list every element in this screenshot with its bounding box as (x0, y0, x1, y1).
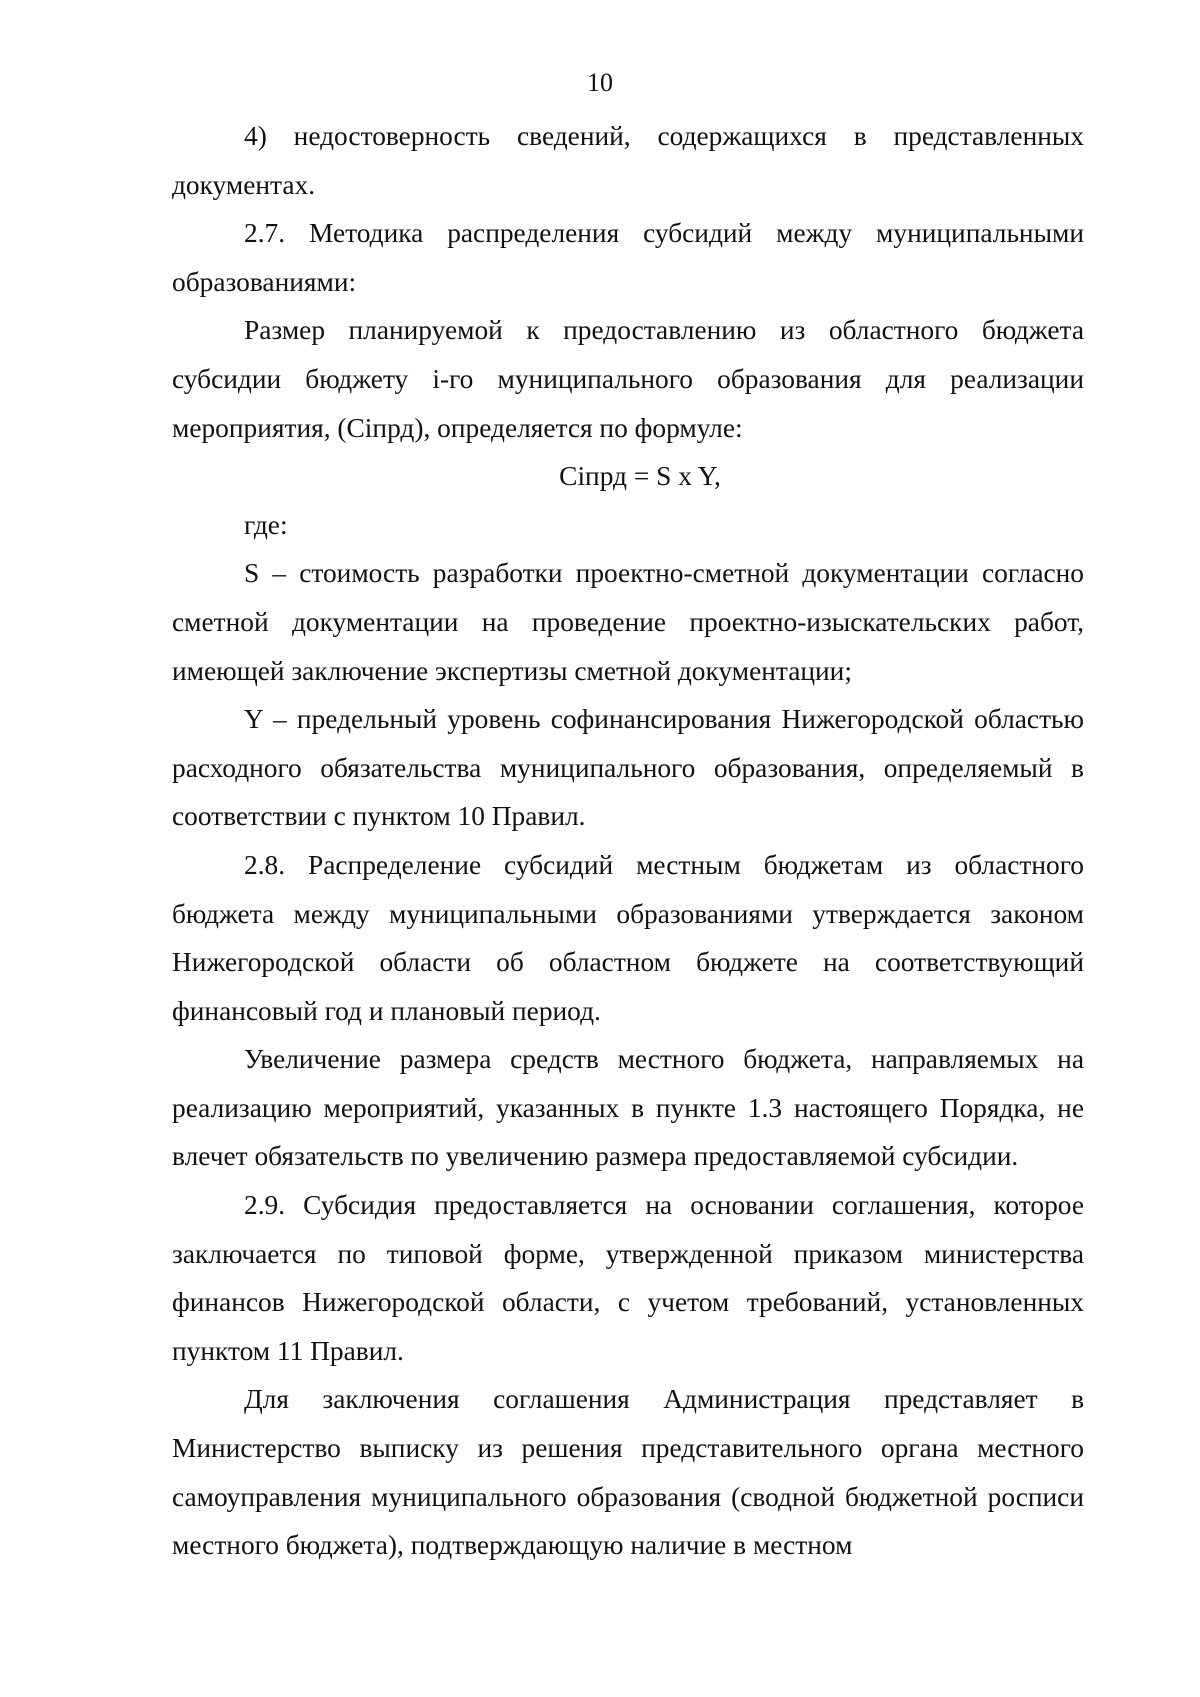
paragraph-agreement: Для заключения соглашения Администрация представляет в Министерство выписку из решения представительного органа местного самоуправления муниципального образования (сводной бюджетной росписи местного бюджета), подтверждающую наличие в местном (172, 1384, 1084, 1561)
page-number: 10 (587, 68, 613, 97)
paragraph-subsidy-size: Размер планируемой к предоставлению из областного бюджета субсидии бюджету i-го муниципального образования для реализации мероприятия, (Ciпрд), определяется по формуле: (172, 315, 1084, 443)
document-body (172, 112, 1084, 1570)
paragraph-2-8: 2.8. Распределение субсидий местным бюджетам из областного бюджета между муниципальными образованиями утверждается законом Нижегородской области об областном бюджете на соответствующий финансовый год и плановый период. (172, 849, 1084, 1026)
paragraph-where: где: (244, 509, 288, 540)
formula: Ciпрд = S x Y, (559, 461, 721, 492)
paragraph-definition-s: S – стоимость разработки проектно-сметной документации согласно сметной документации на проведение проектно-изыскательских работ, имеющей заключение экспертизы сметной документации; (172, 558, 1084, 686)
paragraph-budget-increase: Увеличение размера средств местного бюджета, направляемых на реализацию мероприятий, указанных в пункте 1.3 настоящего Порядка, не влечет обязательств по увеличению размера предоставляемой субсидии. (172, 1044, 1084, 1172)
paragraph-definition-y: Y – предельный уровень софинансирования Нижегородской областью расходного обязательства муниципального образования, определяемый в соответствии с пунктом 10 Правил. (172, 704, 1084, 832)
paragraph-2-7: 2.7. Методика распределения субсидий между муниципальными образованиями: (172, 218, 1084, 297)
paragraph-item-4: 4) недостоверность сведений, содержащихся в представленных документах. (172, 121, 1084, 200)
paragraph-2-9: 2.9. Субсидия предоставляется на основании соглашения, которое заключается по типовой форме, утвержденной приказом министерства финансов Нижегородской области, с учетом требований, установленных пунктом 11 Правил. (172, 1190, 1084, 1366)
